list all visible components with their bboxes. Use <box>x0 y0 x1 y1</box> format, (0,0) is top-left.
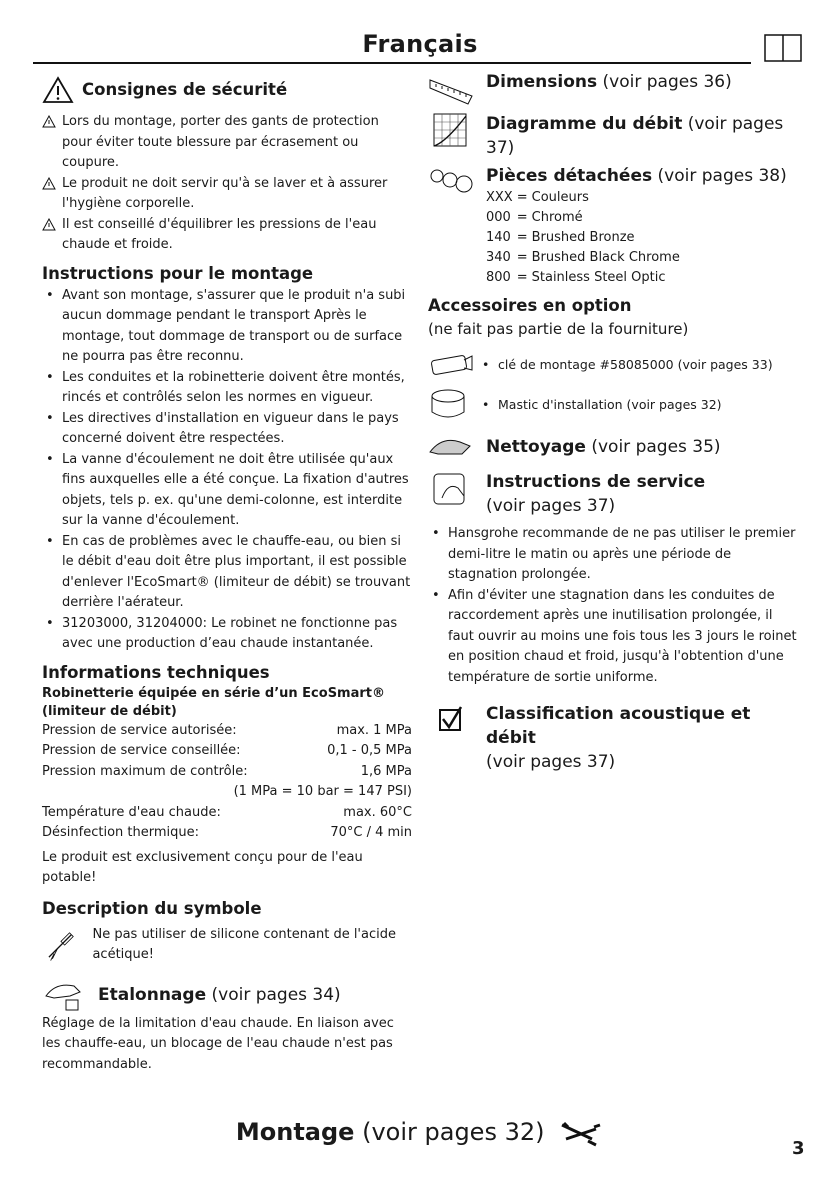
tech-title: Informations techniques <box>42 662 270 682</box>
list-item: • Les directives d'installation en vigueur dans le pays concerné doivent être respectées. <box>42 409 412 450</box>
page-number: 3 <box>792 1138 805 1159</box>
list-item: Lors du montage, porter des gants de protection pour éviter toute blessure par écrasement ou coupure. <box>42 112 412 174</box>
diagram-section: Diagramme du débit (voir pages 37) <box>428 112 800 160</box>
warning-icon <box>42 218 56 231</box>
accessory-item <box>428 386 800 424</box>
header-rule <box>33 62 751 64</box>
list-item: • 31203000, 31204000: Le robinet ne fonctionne pas avec une production d’eau chaude instantanée. <box>42 614 412 655</box>
service-section: Instructions de service (voir pages 37) <box>428 470 800 518</box>
flow-chart-icon <box>428 112 474 150</box>
table-row: 340 = Brushed Black Chrome <box>486 250 680 265</box>
dimensions-section: Dimensions (voir pages 36) <box>428 70 800 108</box>
symbol-row <box>42 925 412 966</box>
spare-parts-icon <box>428 164 474 202</box>
etalonnage-title: Etalonnage <box>98 984 207 1005</box>
page-title: Français <box>362 30 478 58</box>
parts-table <box>486 188 684 288</box>
tech-note: Le produit est exclusivement conçu pour de l'eau potable! <box>42 849 363 885</box>
mastic-can-icon <box>428 386 474 424</box>
install-title: Instructions pour le montage <box>42 263 314 283</box>
parts-section: Pièces détachées (voir pages 38) XXX = Couleurs 000 = Chromé 140 = Brushed Bronze 340 = Brushed Black Chrome 800 = Stainless Steel Optic <box>428 164 800 288</box>
silicone-gun-icon <box>42 925 90 965</box>
symbol-text: Ne pas utiliser de silicone contenant de l'acide acétique! <box>92 926 396 962</box>
tech-row: Pression de service conseillée: 0,1 - 0,5 MPa <box>42 743 412 758</box>
tech-row: Désinfection thermique: 70°C / 4 min <box>42 825 412 840</box>
book-icon <box>764 34 802 62</box>
service-list <box>428 524 800 688</box>
list-item: • Hansgrohe recommande de ne pas utiliser le premier demi-litre le matin ou après une période de stagnation prolongée. <box>428 524 800 586</box>
ruler-icon <box>428 70 474 108</box>
table-row: 800 = Stainless Steel Optic <box>486 270 666 285</box>
list-item: • Avant son montage, s'assurer que le produit n'a subi aucun dommage pendant le transport Après le montage, tout dommage de transport ou de surface ne pourra pas être reconnu. <box>42 286 412 368</box>
warning-icon <box>42 76 74 104</box>
safety-title: Consignes de sécurité <box>82 80 288 99</box>
accessories-subtitle: (ne fait pas partie de la fourniture) <box>428 320 689 338</box>
right-column <box>428 70 800 774</box>
list-item: Le produit ne doit servir qu'à se laver et à assurer l'hygiène corporelle. <box>42 174 412 215</box>
tech-row: Température d'eau chaude: max. 60°C <box>42 804 412 820</box>
safety-list <box>42 112 412 256</box>
list-item: • Afin d'éviter une stagnation dans les conduites de raccordement après une inutilisation prolongée, il faut ouvrir au moins une fois tous les 3 jours le roinet en position chaud et froid, jusqu'à l'obtention d'une température de sortie uniforme. <box>428 586 800 689</box>
tech-row: Pression de service autorisée: max. 1 MPa <box>42 722 412 738</box>
list-item: • Les conduites et la robinetterie doivent être montés, rincés et contrôlés selon les normes en vigueur. <box>42 368 412 409</box>
symbol-title: Description du symbole <box>42 898 262 918</box>
etalonnage-ref: (voir pages 34) <box>211 984 341 1005</box>
list-item: • La vanne d'écoulement ne doit être utilisée qu'aux fins auxquelles elle a été conçue. La fixation d'autres objets, tels p. ex. qu'une demi-colonne, est interdite sur la vanne d'écoulement. <box>42 450 412 532</box>
table-row: XXX = Couleurs <box>486 190 589 205</box>
accessories-title: Accessoires en option <box>428 296 632 315</box>
warning-icon <box>42 177 56 190</box>
footer <box>0 1118 840 1147</box>
footer-title: Montage <box>235 1118 355 1146</box>
warning-icon <box>42 115 56 128</box>
tech-row: Pression maximum de contrôle: 1,6 MPa <box>42 763 412 779</box>
list-item: • clé de montage #58085000 (voir pages 33) <box>478 355 773 376</box>
service-hand-icon <box>428 470 474 508</box>
cleaning-section: Nettoyage (voir pages 35) <box>428 428 800 466</box>
left-column <box>42 76 412 1075</box>
footer-ref: (voir pages 32) <box>362 1118 545 1146</box>
list-item: • Mastic d'installation (voir pages 32) <box>478 395 722 416</box>
checkbox-icon <box>428 702 474 740</box>
cleaning-hand-icon <box>428 428 474 466</box>
wrench-key-icon <box>428 346 474 384</box>
tech-conversion: (1 MPa = 10 bar = 147 PSI) <box>233 784 412 799</box>
tech-subtitle: Robinetterie équipée en série d’un EcoSmart® (limiteur de débit) <box>42 685 385 719</box>
acoustic-section: Classification acoustique et débit (voir pages 37) <box>428 702 800 774</box>
etalonnage-text: Réglage de la limitation d'eau chaude. En liaison avec les chauffe-eau, un blocage de l'eau chaude n'est pas recommandable. <box>42 1015 394 1072</box>
install-list <box>42 286 412 655</box>
table-row: 140 = Brushed Bronze <box>486 230 635 245</box>
list-item: Il est conseillé d'équilibrer les pressions de l'eau chaude et froide. <box>42 215 412 256</box>
table-row: 000 = Chromé <box>486 210 583 225</box>
adjust-hand-icon <box>42 976 98 1014</box>
list-item: • En cas de problèmes avec le chauffe-eau, ou bien si le débit d'eau doit être plus important, il est possible d'enlever l'EcoSmart® (limiteur de débit) se trouvant derrière l'aérateur. <box>42 532 412 614</box>
accessory-item <box>428 346 800 384</box>
tools-icon <box>558 1119 604 1147</box>
